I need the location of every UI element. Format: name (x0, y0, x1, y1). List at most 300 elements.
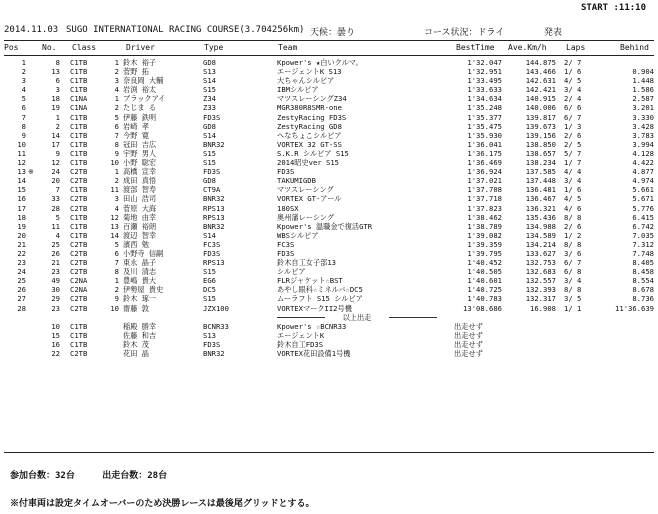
driver-name: ブラックアイ (123, 94, 166, 104)
driver-name: 岩渕 裕太 (123, 85, 157, 95)
header-rule (4, 40, 654, 41)
starters-count: 出走台数：28台 (102, 471, 168, 481)
best-time: 1'38.462 (467, 212, 502, 222)
dns-status: 出走せず (454, 321, 483, 331)
behind-gap: 5.776 (632, 203, 654, 213)
team-name: 2014昭史ver S15 (277, 158, 339, 168)
laps-cell: 3/ 4 (564, 276, 582, 286)
class-position: 6 (114, 248, 119, 258)
laps-cell: 3/ 6 (564, 248, 582, 258)
best-time: 1'36.924 (467, 167, 502, 177)
best-time: 1'40.505 (467, 267, 502, 277)
result-row (4, 103, 654, 112)
summary (10, 468, 189, 481)
car-type: S15 (203, 85, 216, 95)
driver-name: 冠田 吉広 (123, 139, 157, 149)
laps-cell: 6/ 7 (564, 258, 582, 268)
car-type: S15 (203, 158, 216, 168)
car-type: EG6 (203, 276, 216, 286)
best-time: 1'36.469 (467, 158, 502, 168)
best-time: 1'37.708 (467, 185, 502, 195)
car-type: BNR32 (203, 221, 225, 231)
car-number: 20 (51, 176, 60, 186)
class-cell: C1TB (70, 221, 88, 231)
class-cell: C2TB (70, 176, 88, 186)
result-row (4, 267, 654, 276)
behind-gap: 7.312 (632, 239, 654, 249)
best-time: 1'40.452 (467, 258, 502, 268)
driver-name: 菊地 由幸 (123, 212, 157, 222)
team-name: シルビア (277, 267, 306, 277)
class-cell: C1TB (70, 230, 88, 240)
car-number: 29 (51, 294, 60, 304)
laps-cell: 1/ 3 (564, 121, 582, 131)
result-row (4, 131, 654, 140)
class-position: 11 (110, 185, 119, 195)
pos-cell: 13 (17, 167, 26, 177)
best-time: 1'37.718 (467, 194, 502, 204)
car-type: FC3S (203, 239, 221, 249)
class-position: 8 (114, 267, 119, 277)
behind-gap: 3.330 (632, 112, 654, 122)
laps-cell: 2/ 4 (564, 94, 582, 104)
average-speed: 133.627 (525, 248, 556, 258)
behind-gap: 6.742 (632, 221, 654, 231)
car-number: 16 (51, 339, 60, 349)
best-time: 1'34.634 (467, 94, 502, 104)
col-besttime: BestTime (456, 43, 495, 52)
average-speed: 132.557 (525, 276, 556, 286)
team-name: IBMシルビア (277, 85, 319, 95)
class-cell: C2TB (70, 303, 88, 313)
pos-cell: 8 (21, 121, 26, 131)
average-speed: 138.657 (525, 148, 556, 158)
laps-cell: 4/ 5 (564, 76, 582, 86)
car-number: 9 (55, 148, 60, 158)
driver-name: 齋藤 敦 (123, 303, 149, 313)
class-cell: C1TB (70, 76, 88, 86)
class-position: 9 (114, 294, 119, 304)
car-type: FD3S (203, 339, 221, 349)
car-number: 22 (51, 349, 60, 358)
car-number: 28 (51, 203, 60, 213)
pos-cell: 27 (17, 294, 26, 304)
team-name: 鈴木自工女子部13 (277, 258, 336, 268)
average-speed: 135.436 (525, 212, 556, 222)
laps-cell: 1/ 7 (564, 158, 582, 168)
behind-gap: 8.678 (632, 285, 654, 295)
driver-name: 岩崎 孝 (123, 121, 149, 131)
result-row (4, 222, 654, 231)
pos-cell: 22 (17, 248, 26, 258)
class-cell: C1TB (70, 121, 88, 131)
behind-gap: 11'36.639 (615, 303, 654, 313)
pos-cell: 4 (21, 85, 26, 95)
best-time: 1'32.951 (467, 67, 502, 77)
behind-gap: 8.405 (632, 258, 654, 268)
class-position: 2 (114, 103, 119, 113)
car-type: S13 (203, 330, 216, 340)
average-speed: 137.448 (525, 176, 556, 186)
car-type: DC5 (203, 285, 216, 295)
pos-cell: 19 (17, 221, 26, 231)
laps-cell: 3/ 4 (564, 176, 582, 186)
grid-note: ※付車両は設定タイムオーバーのため決勝レースは最後尾グリッドとする。 (10, 499, 315, 509)
results-header (4, 25, 654, 38)
release-label: 発表 (544, 28, 563, 38)
average-speed: 139.156 (525, 130, 556, 140)
laps-cell: 4/ 4 (564, 167, 582, 177)
result-row (4, 194, 654, 203)
behind-gap: 1.448 (632, 76, 654, 86)
best-time: 1'32.047 (467, 58, 502, 67)
average-speed: 132.683 (525, 267, 556, 277)
class-cell: C1TB (70, 130, 88, 140)
result-row (4, 76, 654, 85)
best-time: 1'36.041 (467, 139, 502, 149)
class-cell: C1NA (70, 103, 88, 113)
col-ave: Ave.Km/h (508, 43, 547, 52)
car-number: 12 (51, 158, 60, 168)
weather: 天候：曇り (310, 28, 356, 38)
team-name: へなちょこシルビア (277, 130, 342, 140)
class-position: 13 (110, 221, 119, 231)
start-time: START :11:10 (580, 3, 646, 13)
class-position: 3 (114, 194, 119, 204)
class-cell: C2TB (70, 349, 88, 358)
car-type: S14 (203, 230, 216, 240)
best-time: 1'35.930 (467, 130, 502, 140)
pos-cell: 14 (17, 176, 26, 186)
dns-status: 出走せず (454, 339, 483, 349)
average-speed: 134.988 (525, 221, 556, 231)
car-type: BCNR33 (203, 321, 229, 331)
team-name: VORTEXマークII2号機 (277, 303, 352, 313)
team-name: VORTEX GT-アール (277, 194, 342, 204)
col-laps: Laps (566, 43, 586, 52)
team-name: FLRジャケット☆BST (277, 276, 343, 286)
team-name: ZestyRacing FD3S (277, 112, 347, 122)
result-row (4, 240, 654, 249)
average-speed: 132.393 (525, 285, 556, 295)
car-type: FD3S (203, 112, 221, 122)
average-speed: 132.317 (525, 294, 556, 304)
laps-cell: 4/ 5 (564, 194, 582, 204)
car-type: BNR32 (203, 194, 225, 204)
pos-cell: 9 (21, 130, 26, 140)
column-headers (4, 43, 654, 55)
class-cell: C1TB (70, 185, 88, 195)
average-speed: 137.585 (525, 167, 556, 177)
average-speed: 138.234 (525, 158, 556, 168)
behind-gap: 4.877 (632, 167, 654, 177)
result-row (4, 204, 654, 213)
car-number: 8 (55, 58, 60, 67)
team-name: 奥州藩レーシング (277, 212, 335, 222)
laps-cell: 4/ 6 (564, 203, 582, 213)
car-number: 13 (51, 67, 60, 77)
car-type: RPS13 (203, 258, 225, 268)
laps-cell: 8/ 8 (564, 212, 582, 222)
laps-cell: 1/ 2 (564, 230, 582, 240)
entrants-count: 参加台数：32台 (10, 471, 75, 481)
pos-cell: 11 (17, 148, 26, 158)
behind-gap: 3.783 (632, 130, 654, 140)
column-rule (4, 55, 654, 56)
behind-gap: 2.587 (632, 94, 654, 104)
team-name: Kpower's ☆BCNR33 (277, 321, 347, 331)
team-name: MGR380R8SMR-one (277, 103, 342, 113)
team-name: 180SX (277, 203, 299, 213)
team-name: Kpower's ★白いクルマ。 (277, 58, 363, 67)
team-name: VORTEX花田設備1号機 (277, 349, 351, 358)
class-position: 1 (114, 276, 119, 286)
class-position: 6 (114, 121, 119, 131)
team-name: TAKUMIGDB (277, 176, 316, 186)
best-time: 1'39.795 (467, 248, 502, 258)
class-cell: C2NA (70, 276, 88, 286)
driver-name: たじま る (123, 103, 157, 113)
car-number: 14 (51, 130, 60, 140)
best-time: 1'37.021 (467, 176, 502, 186)
separator-label: 以上出走 (342, 312, 372, 322)
average-speed: 16.908 (530, 303, 556, 313)
team-name: FD3S (277, 167, 295, 177)
laps-cell: 2/ 5 (564, 139, 582, 149)
class-position: 2 (114, 176, 119, 186)
car-type: BNR32 (203, 349, 225, 358)
driver-name: 佐藤 和吉 (123, 330, 157, 340)
average-speed: 140.006 (525, 103, 556, 113)
class-cell: C1TB (70, 339, 88, 349)
team-name: エージェントK (277, 330, 325, 340)
class-position: 12 (110, 212, 119, 222)
average-speed: 144.875 (525, 58, 556, 67)
laps-cell: 6/ 7 (564, 112, 582, 122)
class-cell: C1TB (70, 139, 88, 149)
race-date: 2014.11.03 (4, 25, 59, 35)
team-name: ZestyRacing GD8 (277, 121, 342, 131)
pos-cell: 15 (17, 185, 26, 195)
best-time: 1'40.601 (467, 276, 502, 286)
average-speed: 136.467 (525, 194, 556, 204)
col-class: Class (72, 43, 97, 52)
driver-name: 菅原 大海 (123, 203, 157, 213)
best-time: 13'08.686 (463, 303, 502, 313)
driver-name: 成田 真悟 (123, 176, 157, 186)
dns-row (4, 322, 654, 331)
pos-cell: 6 (21, 103, 26, 113)
best-time: 1'37.823 (467, 203, 502, 213)
footer-rule (4, 452, 654, 453)
car-type: S15 (203, 267, 216, 277)
result-row (4, 304, 654, 313)
car-number: 6 (55, 76, 60, 86)
col-behind: Behind (620, 43, 649, 52)
behind-gap: 3.201 (632, 103, 654, 113)
car-type: S14 (203, 76, 216, 86)
car-type: GD8 (203, 176, 216, 186)
average-speed: 142.631 (525, 76, 556, 86)
pos-cell: 5 (21, 94, 26, 104)
class-position: 5 (114, 239, 119, 249)
class-cell: C1TB (70, 158, 88, 168)
team-name: マツスレーシング (277, 185, 334, 195)
driver-name: 百瀬 裕朗 (123, 221, 157, 231)
car-number: 30 (51, 285, 60, 295)
car-number: 17 (51, 139, 60, 149)
pos-cell: 20 (17, 230, 26, 240)
result-row (4, 258, 654, 267)
average-speed: 142.421 (525, 85, 556, 95)
best-time: 1'36.175 (467, 148, 502, 158)
car-number: 21 (51, 258, 60, 268)
col-team: Team (278, 43, 298, 52)
pos-cell: 16 (17, 194, 26, 204)
class-cell: C2TB (70, 194, 88, 204)
class-position: 1 (114, 167, 119, 177)
team-name: 大ちゃんシルビア (277, 76, 335, 86)
class-position: 2 (114, 285, 119, 295)
car-number: 26 (51, 248, 60, 258)
result-row (4, 67, 654, 76)
best-time: 1'35.377 (467, 112, 502, 122)
car-number: 49 (51, 276, 60, 286)
car-number: 3 (55, 85, 60, 95)
team-name: 鈴木自工FD3S (277, 339, 324, 349)
team-name: マツスレーシングZ34 (277, 94, 347, 104)
car-number: 7 (55, 185, 60, 195)
pos-cell: 28 (17, 303, 26, 313)
class-cell: C2TB (70, 294, 88, 304)
driver-name: 及川 清志 (123, 267, 157, 277)
class-position: 3 (114, 76, 119, 86)
class-position: 10 (110, 303, 119, 313)
laps-cell: 3/ 5 (564, 294, 582, 304)
class-cell: C1TB (70, 330, 88, 340)
result-row (4, 285, 654, 294)
average-speed: 136.481 (525, 185, 556, 195)
result-row (4, 140, 654, 149)
car-number: 18 (51, 94, 60, 104)
car-number: 25 (51, 239, 60, 249)
driver-name: 鈴木 琢一 (123, 294, 157, 304)
class-position: 9 (114, 148, 119, 158)
driver-name: 田山 浩司 (123, 194, 157, 204)
laps-cell: 1/ 6 (564, 185, 582, 195)
best-time: 1'40.783 (467, 294, 502, 304)
best-time: 1'40.725 (467, 285, 502, 295)
result-row (4, 213, 654, 222)
dns-status: 出走せず (454, 330, 483, 340)
behind-gap: 4.128 (632, 148, 654, 158)
car-type: S13 (203, 67, 216, 77)
pos-cell: 18 (17, 212, 26, 222)
class-cell: C1TB (70, 85, 88, 95)
average-speed: 139.817 (525, 112, 556, 122)
behind-gap: 8.554 (632, 276, 654, 286)
class-cell: C1NA (70, 94, 88, 104)
car-type: RPS13 (203, 203, 225, 213)
driver-name: 東永 晶子 (123, 258, 157, 268)
behind-gap: 5.661 (632, 185, 654, 195)
best-time: 1'39.082 (467, 230, 502, 240)
average-speed: 143.466 (525, 67, 556, 77)
car-number: 33 (51, 194, 60, 204)
driver-name: 高橋 宣幸 (123, 167, 157, 177)
best-time: 1'33.495 (467, 76, 502, 86)
behind-gap: 8.736 (632, 294, 654, 304)
laps-cell: 6/ 6 (564, 103, 582, 113)
dns-row (4, 349, 654, 358)
class-position: 2 (114, 67, 119, 77)
result-row (4, 231, 654, 240)
class-position: 4 (114, 85, 119, 95)
driver-name: 鈴木 茂 (123, 339, 149, 349)
team-name: WBSシルビア (277, 230, 319, 240)
class-position: 4 (114, 203, 119, 213)
car-type: RPS13 (203, 212, 225, 222)
dns-row (4, 331, 654, 340)
behind-gap: 3.428 (632, 121, 654, 131)
class-cell: C2TB (70, 203, 88, 213)
driver-name: 豊嶋 貴大 (123, 276, 157, 286)
class-cell: C2TB (70, 167, 88, 177)
class-position: 5 (114, 112, 119, 122)
best-time: 1'35.475 (467, 121, 502, 131)
result-row (4, 85, 654, 94)
car-type: S15 (203, 294, 216, 304)
class-cell: C2TB (70, 248, 88, 258)
best-time: 1'35.248 (467, 103, 502, 113)
team-name: Kpower's 温職金で復活GTR (277, 221, 373, 231)
car-type: JZX100 (203, 303, 229, 313)
behind-gap: 3.994 (632, 139, 654, 149)
driver-name: 小野寺 信嗣 (123, 248, 164, 258)
result-row (4, 249, 654, 258)
team-name: あやし眼科☆ミネルバ☆DC5 (277, 285, 363, 295)
pos-cell: 25 (17, 276, 26, 286)
driver-name: 渡辺 智幸 (123, 230, 157, 240)
pos-cell: 26 (17, 285, 26, 295)
best-time: 1'38.789 (467, 221, 502, 231)
course-condition: コース状況：ドライ (424, 28, 505, 38)
behind-gap: 7.035 (632, 230, 654, 240)
pos-cell: 2 (21, 67, 26, 77)
result-row (4, 167, 654, 176)
car-number: 23 (51, 267, 60, 277)
laps-cell: 1/ 1 (564, 303, 582, 313)
car-number: 11 (51, 221, 60, 231)
pos-cell: 24 (17, 267, 26, 277)
driver-name: 花田 晶 (123, 349, 149, 358)
class-position: 7 (114, 258, 119, 268)
dns-row (4, 340, 654, 349)
laps-cell: 2/ 6 (564, 221, 582, 231)
result-row (4, 176, 654, 185)
laps-cell: 8/ 8 (564, 285, 582, 295)
col-type: Type (204, 43, 224, 52)
pos-cell: 7 (21, 112, 26, 122)
car-type: GD8 (203, 121, 216, 131)
car-type: Z33 (203, 103, 216, 113)
class-cell: C1TB (70, 212, 88, 222)
class-cell: C1TB (70, 148, 88, 158)
car-number: 5 (55, 212, 60, 222)
driver-name: 菅野 拓 (123, 67, 149, 77)
driver-name: 伊藤 鉄明 (123, 112, 157, 122)
behind-gap: 4.974 (632, 176, 654, 186)
